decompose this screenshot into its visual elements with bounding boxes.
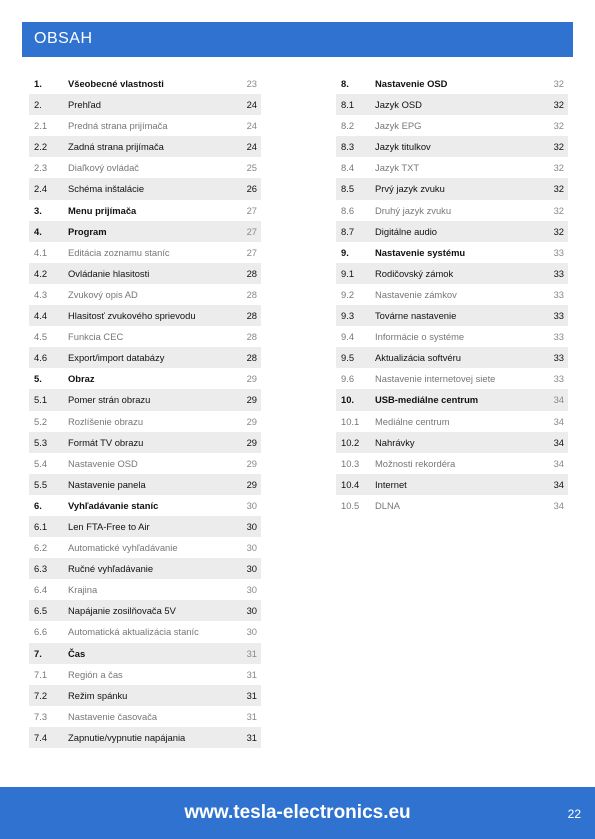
toc-entry-page: 32: [553, 99, 564, 111]
toc-entry-number: 5.5: [34, 478, 48, 490]
toc-entry-title: Druhý jazyk zvuku: [375, 204, 452, 216]
toc-entry-page: 30: [246, 563, 257, 575]
toc-entry-number: 4.6: [34, 352, 48, 364]
toc-entry-title: Rodičovský zámok: [375, 267, 454, 279]
toc-entry-title: Nahrávky: [375, 436, 415, 448]
toc-entry-number: 2.2: [34, 141, 48, 153]
toc-entry-page: 33: [553, 246, 564, 258]
toc-entry-title: Menu prijímača: [68, 204, 137, 216]
toc-entry-number: 9.5: [341, 352, 355, 364]
toc-entry[interactable]: [336, 347, 568, 368]
toc-entry-title: Prvý jazyk zvuku: [375, 183, 445, 195]
toc-entry-title: Diaľkový ovládač: [68, 162, 139, 174]
toc-entry-page: 27: [246, 246, 257, 258]
toc-entry[interactable]: [29, 685, 261, 706]
toc-entry-number: 9.2: [341, 288, 355, 300]
toc-entry-title: Región a čas: [68, 668, 123, 680]
toc-entry-number: 8.7: [341, 225, 355, 237]
toc-entry-page: 30: [246, 626, 257, 638]
toc-entry-page: 31: [246, 710, 257, 722]
toc-entry-title: Automatické vyhľadávanie: [68, 542, 178, 554]
toc-entry-page: 29: [246, 394, 257, 406]
toc-entry[interactable]: [29, 411, 261, 432]
toc-entry-title: Prehľad: [68, 99, 101, 111]
toc-entry-page: 32: [553, 120, 564, 132]
toc-entry[interactable]: [29, 537, 261, 558]
toc-entry-page: 29: [246, 457, 257, 469]
toc-entry-number: 7.3: [34, 710, 48, 722]
toc-entry-number: 4.5: [34, 331, 48, 343]
toc-entry-title: Možnosti rekordéra: [375, 457, 456, 469]
toc-entry-page: 24: [246, 120, 257, 132]
toc-entry[interactable]: [29, 389, 261, 410]
toc-entry[interactable]: [336, 432, 568, 453]
toc-entry[interactable]: [29, 305, 261, 326]
toc-entry[interactable]: [336, 284, 568, 305]
toc-entry-title: Schéma inštalácie: [68, 183, 145, 195]
toc-entry[interactable]: [29, 221, 261, 242]
toc-entry-page: 33: [553, 331, 564, 343]
toc-entry[interactable]: [336, 73, 568, 94]
toc-entry-title: Zapnutie/vypnutie napájania: [68, 731, 186, 743]
toc-entry[interactable]: [29, 368, 261, 389]
toc-entry[interactable]: [336, 263, 568, 284]
toc-entry-title: Jazyk TXT: [375, 162, 420, 174]
toc-entry-page: 34: [553, 415, 564, 427]
toc-entry-number: 2.: [34, 99, 42, 111]
toc-entry-title: Export/import databázy: [68, 352, 165, 364]
toc-entry-page: 24: [246, 141, 257, 153]
footer-bar: [0, 787, 595, 839]
toc-entry-number: 9.: [341, 246, 349, 258]
toc-entry[interactable]: [29, 495, 261, 516]
toc-entry-number: 9.1: [341, 267, 355, 279]
toc-entry-title: Pomer strán obrazu: [68, 394, 151, 406]
toc-entry-page: 31: [246, 647, 257, 659]
toc-entry-page: 27: [246, 225, 257, 237]
toc-entry-page: 30: [246, 605, 257, 617]
toc-entry-number: 7.4: [34, 731, 48, 743]
toc-entry[interactable]: [29, 284, 261, 305]
toc-entry[interactable]: [336, 221, 568, 242]
toc-entry-title: Nastavenie internetovej siete: [375, 373, 496, 385]
toc-entry-number: 4.3: [34, 288, 48, 300]
toc-entry[interactable]: [336, 94, 568, 115]
toc-entry-title: Zvukový opis AD: [68, 288, 138, 300]
toc-entry[interactable]: [29, 474, 261, 495]
toc-entry-title: Automatická aktualizácia staníc: [68, 626, 199, 638]
toc-entry[interactable]: [29, 621, 261, 642]
toc-entry-page: 32: [553, 141, 564, 153]
toc-entry-page: 34: [553, 394, 564, 406]
toc-entry-number: 7.: [34, 647, 42, 659]
toc-entry-title: USB-mediálne centrum: [375, 394, 479, 406]
footer-website-link[interactable]: www.tesla-electronics.eu: [184, 802, 411, 823]
toc-entry-title: DLNA: [375, 499, 401, 511]
toc-entry[interactable]: [29, 157, 261, 178]
toc-entry-page: 32: [553, 78, 564, 89]
toc-entry[interactable]: [336, 157, 568, 178]
toc-entry-title: Nastavenie systému: [375, 246, 466, 258]
toc-entry[interactable]: [29, 516, 261, 537]
toc-entry-page: 29: [246, 373, 257, 385]
toc-entry-title: Jazyk OSD: [375, 99, 422, 111]
toc-entry-title: Nastavenie časovača: [68, 710, 158, 722]
toc-entry-title: Jazyk EPG: [375, 120, 422, 132]
toc-entry-page: 34: [553, 457, 564, 469]
toc-entry-page: 25: [246, 162, 257, 174]
toc-entry-number: 6.2: [34, 542, 48, 554]
toc-entry-number: 5.: [34, 373, 42, 385]
toc-entry-title: Informácie o systéme: [375, 331, 465, 343]
toc-entry[interactable]: [29, 706, 261, 727]
toc-entry-title: Krajina: [68, 584, 98, 596]
toc-entry[interactable]: [29, 178, 261, 199]
toc-entry[interactable]: [336, 136, 568, 157]
toc-entry-page: 24: [246, 99, 257, 111]
toc-entry[interactable]: [336, 495, 568, 516]
toc-entry-page: 33: [553, 373, 564, 385]
toc-entry[interactable]: [29, 664, 261, 685]
toc-entry-title: Rozlíšenie obrazu: [68, 415, 144, 427]
toc-entry-number: 8.3: [341, 141, 355, 153]
toc-entry[interactable]: [29, 558, 261, 579]
toc-entry-title: Napájanie zosilňovača 5V: [68, 605, 176, 617]
toc-entry[interactable]: [336, 178, 568, 199]
toc-entry-title: Továrne nastavenie: [375, 310, 457, 322]
toc-entry-title: Nastavenie OSD: [68, 457, 138, 469]
toc-entry-number: 10.2: [341, 436, 360, 448]
toc-entry[interactable]: [29, 453, 261, 474]
toc-entry-number: 6.1: [34, 520, 48, 532]
toc-entry-title: Editácia zoznamu staníc: [68, 246, 170, 258]
toc-entry-title: Ovládanie hlasitosti: [68, 267, 150, 279]
toc-entry[interactable]: [336, 115, 568, 136]
toc-entry-number: 4.: [34, 225, 42, 237]
toc-entry-page: 29: [246, 415, 257, 427]
toc-entry-title: Nastavenie zámkov: [375, 288, 457, 300]
toc-entry[interactable]: [29, 94, 261, 115]
toc-entry-page: 34: [553, 499, 564, 511]
toc-entry-page: 33: [553, 267, 564, 279]
toc-entry-page: 26: [246, 183, 257, 195]
toc-column-left: [29, 73, 261, 748]
toc-entry-page: 30: [246, 584, 257, 596]
toc-entry-number: 10.1: [341, 415, 360, 427]
toc-entry-title: Formát TV obrazu: [68, 436, 144, 448]
toc-entry-title: Digitálne audio: [375, 225, 438, 237]
toc-entry-number: 8.1: [341, 99, 355, 111]
toc-entry-number: 5.3: [34, 436, 48, 448]
section-title: OBSAH: [34, 30, 93, 47]
toc-entry[interactable]: [29, 326, 261, 347]
toc-entry-number: 8.6: [341, 204, 355, 216]
toc-column-right: [336, 73, 568, 516]
toc-entry-page: 29: [246, 478, 257, 490]
toc-entry[interactable]: [336, 453, 568, 474]
toc-entry-number: 8.: [341, 78, 349, 89]
toc-entry-page: 31: [246, 668, 257, 680]
toc-entry[interactable]: [336, 389, 568, 410]
toc-entry-number: 4.2: [34, 267, 48, 279]
toc-entry-page: 27: [246, 204, 257, 216]
toc-entry[interactable]: [336, 368, 568, 389]
toc-entry[interactable]: [29, 242, 261, 263]
toc-entry-number: 6.: [34, 499, 42, 511]
toc-entry-number: 5.1: [34, 394, 48, 406]
toc-entry-page: 28: [246, 267, 257, 279]
toc-entry-number: 9.4: [341, 331, 355, 343]
toc-entry-title: Program: [68, 225, 107, 237]
toc-entry-page: 32: [553, 183, 564, 195]
toc-entry-number: 7.1: [34, 668, 48, 680]
toc-entry-page: 29: [246, 436, 257, 448]
toc-entry[interactable]: [29, 136, 261, 157]
toc-entry-page: 34: [553, 436, 564, 448]
toc-entry[interactable]: [336, 326, 568, 347]
toc-entry-number: 6.5: [34, 605, 48, 617]
toc-entry-number: 1.: [34, 78, 42, 89]
toc-entry[interactable]: [29, 115, 261, 136]
toc-entry-number: 8.2: [341, 120, 355, 132]
toc-entry[interactable]: [336, 474, 568, 495]
toc-entry[interactable]: [29, 643, 261, 664]
page-number: 22: [567, 807, 581, 821]
toc-entry-page: 31: [246, 731, 257, 743]
toc-entry-number: 10.3: [341, 457, 360, 469]
toc-entry-title: Internet: [375, 478, 407, 490]
toc-entry-title: Jazyk titulkov: [375, 141, 431, 153]
toc-entry-page: 33: [553, 310, 564, 322]
toc-entry-page: 30: [246, 520, 257, 532]
toc-entry-page: 28: [246, 288, 257, 300]
toc-entry-title: Ručné vyhľadávanie: [68, 563, 154, 575]
toc-entry-page: 33: [553, 288, 564, 300]
toc-entry-title: Nastavenie panela: [68, 478, 146, 490]
toc-entry-title: Vyhľadávanie staníc: [68, 499, 159, 511]
toc-entry[interactable]: [29, 200, 261, 221]
toc-entry[interactable]: [336, 411, 568, 432]
toc-entry-title: Zadná strana prijímača: [68, 141, 164, 153]
toc-entry-title: Nastavenie OSD: [375, 78, 448, 89]
toc-entry-page: 28: [246, 352, 257, 364]
toc-entry-title: Čas: [68, 647, 86, 659]
toc-entry-number: 10.: [341, 394, 355, 406]
toc-entry-page: 32: [553, 225, 564, 237]
toc-entry[interactable]: [29, 263, 261, 284]
toc-entry-title: Všeobecné vlastnosti: [68, 78, 164, 89]
toc-entry-title: Predná strana prijímača: [68, 120, 168, 132]
toc-entry[interactable]: [29, 347, 261, 368]
toc-entry-number: 9.3: [341, 310, 355, 322]
toc-entry-number: 3.: [34, 204, 42, 216]
toc-entry-number: 4.1: [34, 246, 48, 258]
toc-entry-number: 8.4: [341, 162, 355, 174]
toc-entry-page: 31: [246, 689, 257, 701]
toc-entry[interactable]: [29, 432, 261, 453]
toc-entry-page: 32: [553, 204, 564, 216]
toc-entry[interactable]: [336, 242, 568, 263]
toc-entry-title: Mediálne centrum: [375, 415, 450, 427]
toc-entry-title: Funkcia CEC: [68, 331, 124, 343]
toc-entry-page: 34: [553, 478, 564, 490]
toc-entry-number: 7.2: [34, 689, 48, 701]
toc-entry[interactable]: [29, 73, 261, 94]
toc-entry-number: 2.4: [34, 183, 48, 195]
toc-entry-number: 10.4: [341, 478, 360, 490]
toc-entry[interactable]: [336, 200, 568, 221]
toc-entry-page: 23: [246, 78, 257, 89]
toc-entry-number: 5.4: [34, 457, 48, 469]
toc-entry-number: 6.6: [34, 626, 48, 638]
toc-entry[interactable]: [29, 579, 261, 600]
toc-entry[interactable]: [29, 600, 261, 621]
toc-entry-number: 2.1: [34, 120, 48, 132]
toc-entry-page: 32: [553, 162, 564, 174]
toc-entry-number: 6.3: [34, 563, 48, 575]
toc-entry-page: 30: [246, 542, 257, 554]
toc-entry[interactable]: [336, 305, 568, 326]
toc-entry-page: 28: [246, 331, 257, 343]
toc-entry-title: Režim spánku: [68, 689, 128, 701]
toc-entry-title: Aktualizácia softvéru: [375, 352, 461, 364]
toc-entry-title: Hlasitosť zvukového sprievodu: [68, 310, 196, 322]
toc-entry-title: Obraz: [68, 373, 95, 385]
toc-entry-number: 10.5: [341, 499, 360, 511]
toc-entry-number: 5.2: [34, 415, 48, 427]
toc-entry-page: 30: [246, 499, 257, 511]
toc-entry-page: 28: [246, 310, 257, 322]
toc-entry-number: 6.4: [34, 584, 48, 596]
toc-entry-number: 8.5: [341, 183, 355, 195]
toc-entry-title: Len FTA-Free to Air: [68, 520, 150, 532]
toc-entry-page: 33: [553, 352, 564, 364]
toc-entry[interactable]: [29, 727, 261, 748]
toc-entry-number: 4.4: [34, 310, 48, 322]
toc-entry-number: 9.6: [341, 373, 355, 385]
section-header-bar: [22, 22, 573, 57]
toc-entry-number: 2.3: [34, 162, 48, 174]
